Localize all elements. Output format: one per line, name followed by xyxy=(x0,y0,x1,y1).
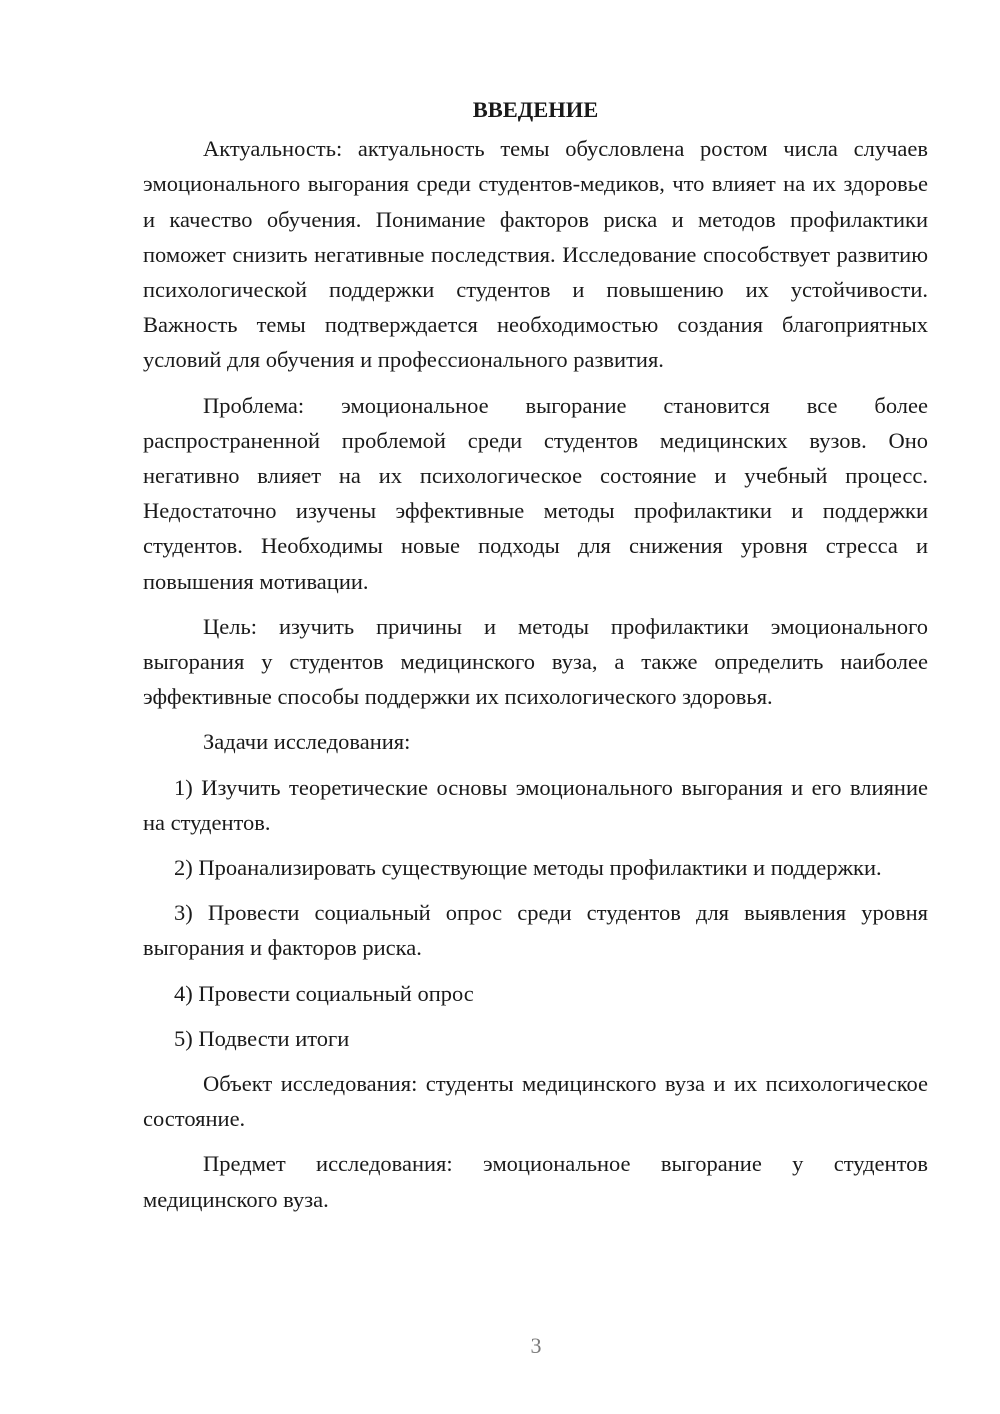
relevance-paragraph: Актуальность: актуальность темы обусловлена ростом числа случаев эмоционального выгорания среди студентов-медиков, что влияет на их здоровье и качество обучения. Понимание факторов риска и методов профилактики поможет снизить негативные последствия. Исследование способствует развитию психологической поддержки студентов и повышению их устойчивости. Важность темы подтверждается необходимостью создания благоприятных условий для обучения и профессионального развития. xyxy=(143,136,928,373)
task-item-5: 5) Подвести итоги xyxy=(174,1025,350,1051)
section-title: ВВЕДЕНИЕ xyxy=(472,97,599,122)
task-item-1: 1) Изучить теоретические основы эмоционального выгорания и его влияние на студентов. xyxy=(143,774,928,835)
problem-paragraph: Проблема: эмоциональное выгорание становится все более распространенной проблемой среди студентов медицинских вузов. Оно негативно влияет на их психологическое состояние и учебный процесс. Недостаточно изучены эффективные методы профилактики и поддержки студентов. Необходимы новые подходы для снижения уровня стресса и повышения мотивации. xyxy=(143,392,928,594)
goal-paragraph: Цель: изучить причины и методы профилактики эмоционального выгорания у студентов медицинского вуза, а также определить наиболее эффективные способы поддержки их психологического здоровья. xyxy=(143,613,928,710)
object-paragraph: Объект исследования: студенты медицинского вуза и их психологическое состояние. xyxy=(143,1071,928,1132)
task-item-3: 3) Провести социальный опрос среди студентов для выявления уровня выгорания и факторов риска. xyxy=(143,900,928,961)
task-item-4: 4) Провести социальный опрос xyxy=(174,980,474,1006)
task-item-2: 2) Проанализировать существующие методы профилактики и поддержки. xyxy=(174,855,882,881)
tasks-heading: Задачи исследования: xyxy=(203,729,411,755)
subject-paragraph: Предмет исследования: эмоциональное выгорание у студентов медицинского вуза. xyxy=(143,1151,928,1212)
document-body xyxy=(143,92,928,1227)
page-number: 3 xyxy=(530,1333,542,1358)
